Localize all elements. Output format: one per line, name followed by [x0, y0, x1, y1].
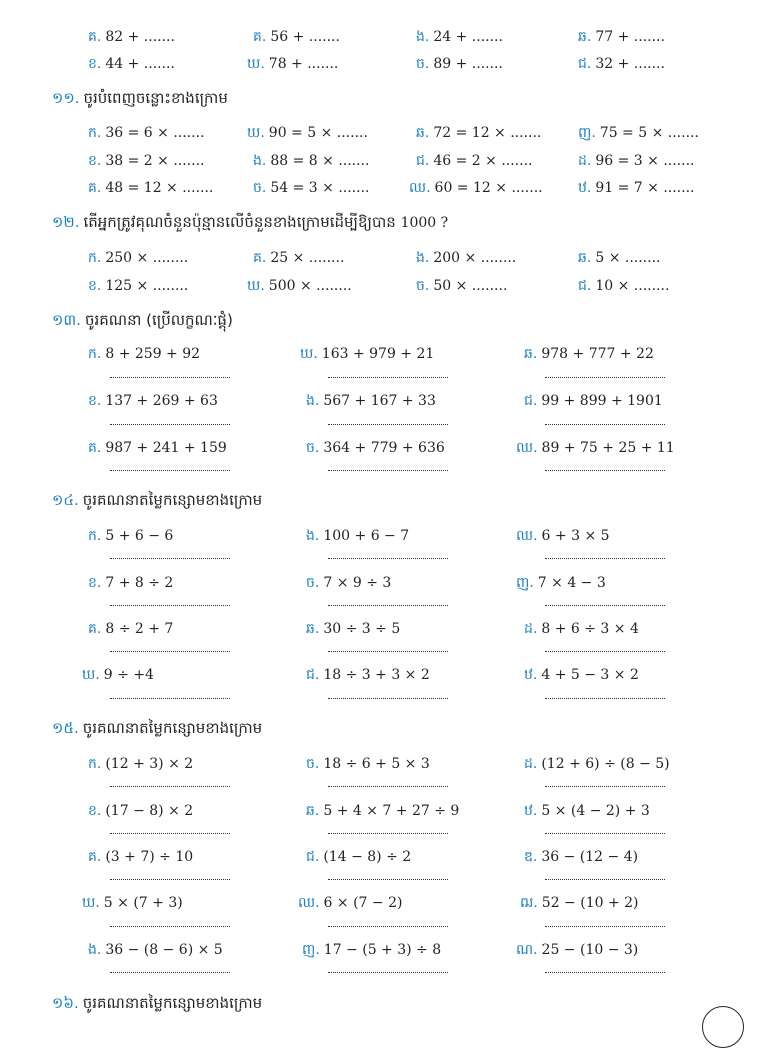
answer-line[interactable] [328, 558, 448, 559]
q12-item: ខ. 125 × ........ [88, 278, 189, 294]
q11-item: ឈ. 60 = 12 × ....... [409, 180, 543, 196]
q10-item-ko2: គ. 56 + ....... [253, 29, 340, 45]
q14-item: គ. 8 ÷ 2 + 7 [88, 621, 174, 637]
answer-line[interactable] [545, 926, 665, 927]
answer-line[interactable] [328, 786, 448, 787]
answer-line[interactable] [110, 558, 230, 559]
q13-item: ខ. 137 + 269 + 63 [88, 393, 218, 409]
q11-item: ង. 88 = 8 × ....... [253, 153, 370, 169]
answer-line[interactable] [110, 605, 230, 606]
answer-line[interactable] [328, 605, 448, 606]
q12-item: ឆ. 5 × ........ [578, 250, 661, 266]
q12-item: ង. 200 × ........ [416, 250, 517, 266]
q15-item: ឍ. 52 − (10 + 2) [520, 895, 639, 911]
q10-item-cha: ច. 89 + ....... [416, 56, 503, 72]
q13-item: គ. 987 + 241 + 159 [88, 440, 227, 456]
answer-line[interactable] [328, 470, 448, 471]
q11-item: ឃ. 90 = 5 × ....... [247, 125, 368, 141]
q10-item-kho2: ឃ. 78 + ....... [247, 56, 339, 72]
q15-item: ង. 36 − (8 − 6) × 5 [88, 942, 223, 958]
q14-item: ខ. 7 + 8 ÷ 2 [88, 575, 174, 591]
answer-line[interactable] [110, 926, 230, 927]
answer-line[interactable] [110, 972, 230, 973]
q12-item: ច. 50 × ........ [416, 278, 508, 294]
q14-heading: ១៤. ចូរគណនាតម្លៃកន្សោមខាងក្រោម [52, 491, 263, 509]
q11-item: ជ. 46 = 2 × ....... [416, 153, 533, 169]
q15-item: ញ. 17 − (5 + 3) ÷ 8 [302, 942, 442, 958]
q12-item: ជ. 10 × ........ [578, 278, 670, 294]
answer-line[interactable] [545, 833, 665, 834]
q15-item: គ. (3 + 7) ÷ 10 [88, 849, 194, 865]
answer-line[interactable] [545, 879, 665, 880]
q11-item: ដ. 96 = 3 × ....... [578, 153, 695, 169]
q13-item: ឃ. 163 + 979 + 21 [300, 346, 435, 362]
q12-item: ឃ. 500 × ........ [247, 278, 352, 294]
answer-line[interactable] [110, 377, 230, 378]
q13-item: ក. 8 + 259 + 92 [88, 346, 201, 362]
q10-item-ngo: ង. 24 + ....... [416, 29, 503, 45]
q14-item: ឈ. 6 + 3 × 5 [516, 528, 610, 544]
q14-item: ដ. 8 + 6 ÷ 3 × 4 [524, 621, 639, 637]
q15-heading: ១៥. ចូរគណនាតម្លៃកន្សោមខាងក្រោម [52, 719, 263, 737]
q10-item-kho: ខ. 44 + ....... [88, 56, 175, 72]
answer-line[interactable] [110, 424, 230, 425]
answer-line[interactable] [328, 424, 448, 425]
q11-item: ច. 54 = 3 × ....... [253, 180, 370, 196]
q15-item: ខ. (17 − 8) × 2 [88, 803, 194, 819]
answer-line[interactable] [110, 879, 230, 880]
answer-line[interactable] [328, 972, 448, 973]
page-corner-circle-icon [702, 1006, 744, 1048]
answer-line[interactable] [110, 651, 230, 652]
q15-item: ជ. (14 − 8) ÷ 2 [306, 849, 412, 865]
q13-item: ឈ. 89 + 75 + 25 + 11 [516, 440, 675, 456]
q16-heading: ១៦. ចូរគណនាតម្លៃកន្សោមខាងក្រោម [52, 994, 263, 1012]
q14-item: ច. 7 × 9 ÷ 3 [306, 575, 392, 591]
q14-item: ជ. 18 ÷ 3 + 3 × 2 [306, 667, 430, 683]
q11-item: គ. 48 = 12 × ....... [88, 180, 214, 196]
q12-item: គ. 25 × ........ [253, 250, 345, 266]
q11-item: ញ. 75 = 5 × ....... [578, 125, 699, 141]
answer-line[interactable] [110, 470, 230, 471]
answer-line[interactable] [545, 470, 665, 471]
q15-item: ដ. (12 + 6) ÷ (8 − 5) [524, 756, 670, 772]
q10-item-ko: គ. 82 + ....... [88, 29, 175, 45]
answer-line[interactable] [328, 833, 448, 834]
answer-line[interactable] [110, 786, 230, 787]
answer-line[interactable] [328, 879, 448, 880]
q15-item: ឈ. 6 × (7 − 2) [298, 895, 403, 911]
q14-item: ឃ. 9 ÷ +4 [82, 667, 154, 683]
answer-line[interactable] [545, 605, 665, 606]
answer-line[interactable] [545, 972, 665, 973]
q13-item: ង. 567 + 167 + 33 [306, 393, 436, 409]
q11-item: ក. 36 = 6 × ....... [88, 125, 205, 141]
q15-item: ឆ. 5 + 4 × 7 + 27 ÷ 9 [306, 803, 460, 819]
answer-line[interactable] [110, 833, 230, 834]
q13-item: ឆ. 978 + 777 + 22 [524, 346, 654, 362]
q11-item: ឆ. 72 = 12 × ....... [416, 125, 542, 141]
q10-item-cho: ជ. 32 + ....... [578, 56, 665, 72]
q11-item: ឋ. 91 = 7 × ....... [578, 180, 695, 196]
q13-heading: ១៣. ចូរគណនា (ប្រើលក្ខណៈផ្តុំ) [52, 311, 233, 329]
q15-item: ណ. 25 − (10 − 3) [516, 942, 639, 958]
q12-item: ក. 250 × ........ [88, 250, 189, 266]
q13-item: ច. 364 + 779 + 636 [306, 440, 445, 456]
answer-line[interactable] [545, 377, 665, 378]
q13-item: ជ. 99 + 899 + 1901 [524, 393, 663, 409]
q15-item: ឌ. 36 − (12 − 4) [524, 849, 639, 865]
q14-item: ក. 5 + 6 − 6 [88, 528, 174, 544]
q15-item: ឋ. 5 × (4 − 2) + 3 [524, 803, 650, 819]
q14-item: ញ. 7 × 4 − 3 [516, 575, 606, 591]
answer-line[interactable] [328, 926, 448, 927]
answer-line[interactable] [545, 698, 665, 699]
q15-item: ច. 18 ÷ 6 + 5 × 3 [306, 756, 430, 772]
q11-item: ខ. 38 = 2 × ....... [88, 153, 205, 169]
q15-item: ឃ. 5 × (7 + 3) [82, 895, 183, 911]
q11-heading: ១១. ចូរបំពេញចន្លោះខាងក្រោម [52, 89, 228, 107]
q14-item: ឆ. 30 ÷ 3 ÷ 5 [306, 621, 401, 637]
answer-line[interactable] [545, 651, 665, 652]
q10-item-chha: ឆ. 77 + ....... [578, 29, 665, 45]
answer-line[interactable] [545, 424, 665, 425]
q14-item: ង. 100 + 6 − 7 [306, 528, 410, 544]
answer-line[interactable] [328, 698, 448, 699]
answer-line[interactable] [328, 651, 448, 652]
answer-line[interactable] [328, 377, 448, 378]
q14-item: ឋ. 4 + 5 − 3 × 2 [524, 667, 639, 683]
answer-line[interactable] [110, 698, 230, 699]
answer-line[interactable] [545, 558, 665, 559]
answer-line[interactable] [545, 786, 665, 787]
q15-item: ក. (12 + 3) × 2 [88, 756, 194, 772]
q12-heading: ១២. តើអ្នកត្រូវគុណចំនួនប៉ុន្មានលើចំនួនខាងក្រោមដើម្បីឱ្យបាន 1000 ? [52, 213, 449, 231]
